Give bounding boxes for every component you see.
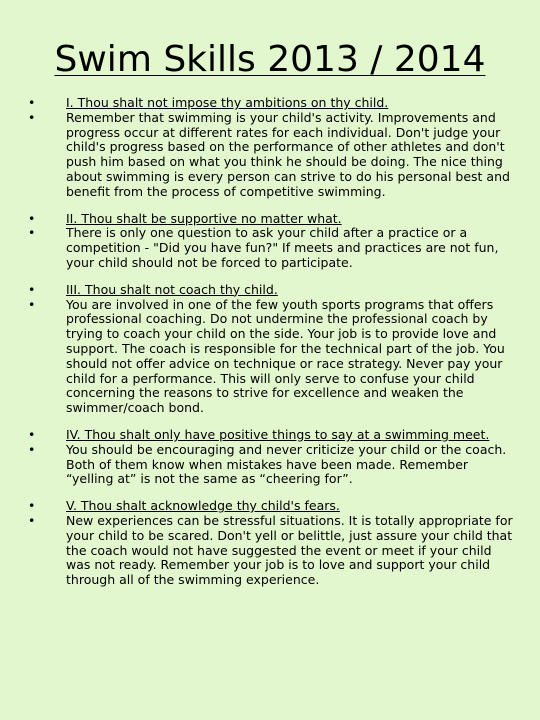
rule-item xyxy=(28,283,518,416)
slide-title: Swim Skills 2013 / 2014 xyxy=(54,39,486,80)
rule-heading: I. Thou shalt not impose thy ambitions on thy child. xyxy=(66,95,389,110)
bullet: • xyxy=(28,281,36,297)
rule-body: New experiences can be stressful situations. It is totally appropriate for your child to be scared. Don't yell or belittle, just assure your child that the coach would not have suggested the event or meet if your child was not ready. Remember your job is to love and support your child through all of the swimming experience. xyxy=(66,512,513,588)
bullet: • xyxy=(28,498,36,514)
bullet: • xyxy=(28,210,36,226)
rule-heading: IV. Thou shalt only have positive things to say at a swimming meet. xyxy=(66,426,490,442)
bullet: • xyxy=(28,441,36,457)
rule-item xyxy=(28,212,518,271)
bullet: • xyxy=(28,296,36,312)
rule-item xyxy=(28,428,518,487)
rule-body: Remember that swimming is your child's activity. Improvements and progress occur at different rates for each individual. Don't judge your child's progress based on the performance of other athletes and don't push him based on what you think he should be doing. The nice thing about swimming is every person can strive to do his personal best and benefit from the process of competitive swimming. xyxy=(66,109,510,199)
bullet: • xyxy=(28,109,36,125)
rule-heading: V. Thou shalt acknowledge thy child's fears. xyxy=(66,498,340,514)
rule-heading: II. Thou shalt be supportive no matter what. xyxy=(66,210,342,226)
bullet: • xyxy=(28,225,36,241)
rule-item xyxy=(28,96,518,200)
rule-heading: III. Thou shalt not coach thy child. xyxy=(66,281,278,297)
rule-body: You are involved in one of the few youth sports programs that offers professional coaching. Do not undermine the professional coach by trying to coach your child on the side. Your job is to provide love and support. The coach is responsible for the technical part of the job. You should not offer advice on technique or race strategy. Never pay your child for a performance. This will only serve to confuse your child concerning the reasons to strive for excellence and weaken the swimmer/coach bond. xyxy=(66,296,505,416)
rules-list xyxy=(28,96,518,600)
bullet: • xyxy=(28,426,36,442)
rule-body: There is only one question to ask your child after a practice or a competition - "Did you have fun?" If meets and practices are not fun, your child should not be forced to participate. xyxy=(66,225,499,270)
rule-body: You should be encouraging and never criticize your child or the coach. Both of them know when mistakes have been made. Remember “yelling at” is not the same as “cheering for”. xyxy=(66,441,507,487)
rule-item xyxy=(28,499,518,588)
bullet: • xyxy=(28,95,36,110)
bullet: • xyxy=(28,512,36,528)
